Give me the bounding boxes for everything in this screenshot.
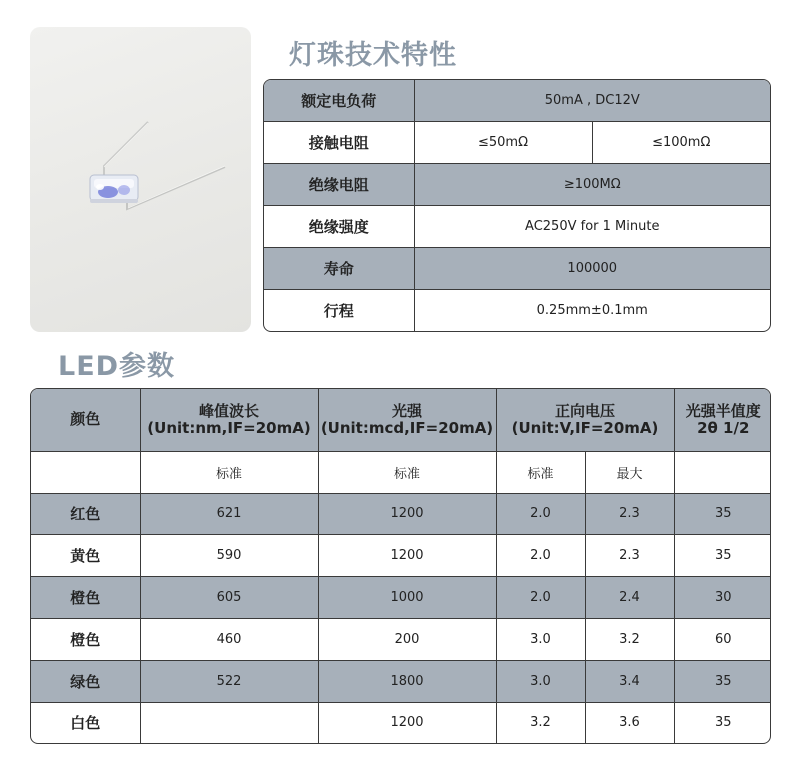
- tech-spec-title: 灯珠技术特性: [289, 40, 457, 71]
- led-wavelength: [140, 702, 318, 743]
- header-intensity: 光强 (Unit:mcd,IF=20mA): [318, 389, 496, 451]
- subheader-standard: 标准: [318, 451, 496, 493]
- table-row: [264, 163, 770, 205]
- header-color: 颜色: [31, 389, 140, 451]
- spec-label: 绝缘电阻: [264, 163, 414, 205]
- spec-value: ≤100mΩ: [592, 121, 770, 163]
- led-half-angle: 30: [674, 577, 771, 619]
- led-intensity: 1200: [318, 702, 496, 743]
- subheader-standard: 标准: [496, 451, 585, 493]
- table-row: [31, 702, 771, 743]
- table-row: [31, 660, 771, 702]
- led-intensity: 1800: [318, 660, 496, 702]
- spec-value: 0.25mm±0.1mm: [414, 290, 770, 331]
- tech-spec-table: [263, 79, 771, 332]
- table-row: [31, 493, 771, 535]
- table-row: [264, 290, 770, 331]
- led-voltage-std: 2.0: [496, 535, 585, 577]
- led-component-illustration: [30, 27, 251, 332]
- header-wavelength: 峰值波长 (Unit:nm,IF=20mA): [140, 389, 318, 451]
- spec-label: 额定电负荷: [264, 80, 414, 121]
- led-color-name: 橙色: [31, 618, 140, 660]
- led-wavelength: 522: [140, 660, 318, 702]
- led-color-name: 绿色: [31, 660, 140, 702]
- led-wavelength: 460: [140, 618, 318, 660]
- spec-value: 50mA , DC12V: [414, 80, 770, 121]
- led-params-title: LED参数: [58, 351, 176, 382]
- led-color-name: 橙色: [31, 577, 140, 619]
- led-voltage-max: 3.2: [585, 618, 674, 660]
- led-voltage-max: 3.4: [585, 660, 674, 702]
- led-half-angle: 35: [674, 660, 771, 702]
- led-wavelength: 590: [140, 535, 318, 577]
- led-color-name: 白色: [31, 702, 140, 743]
- spec-label: 接触电阻: [264, 121, 414, 163]
- led-half-angle: 35: [674, 493, 771, 535]
- subheader-empty: [31, 451, 140, 493]
- spec-value: 100000: [414, 248, 770, 290]
- led-voltage-std: 3.0: [496, 660, 585, 702]
- led-voltage-max: 3.6: [585, 702, 674, 743]
- led-color-name: 红色: [31, 493, 140, 535]
- header-half-angle: 光强半值度 2θ 1/2: [674, 389, 771, 451]
- product-photo: [30, 27, 251, 332]
- led-voltage-max: 2.3: [585, 493, 674, 535]
- header-voltage: 正向电压 (Unit:V,IF=20mA): [496, 389, 674, 451]
- led-voltage-std: 2.0: [496, 577, 585, 619]
- led-voltage-std: 3.2: [496, 702, 585, 743]
- led-intensity: 1000: [318, 577, 496, 619]
- spec-label: 寿命: [264, 248, 414, 290]
- table-row: [264, 121, 770, 163]
- led-wavelength: 621: [140, 493, 318, 535]
- led-voltage-std: 3.0: [496, 618, 585, 660]
- led-voltage-std: 2.0: [496, 493, 585, 535]
- led-intensity: 200: [318, 618, 496, 660]
- led-params-table: [30, 388, 771, 744]
- subheader-standard: 标准: [140, 451, 318, 493]
- spec-label: 绝缘强度: [264, 205, 414, 247]
- subheader-empty: [674, 451, 771, 493]
- spec-label: 行程: [264, 290, 414, 331]
- led-voltage-max: 2.4: [585, 577, 674, 619]
- subheader-max: 最大: [585, 451, 674, 493]
- table-row: [264, 80, 770, 121]
- table-row: [31, 618, 771, 660]
- led-intensity: 1200: [318, 493, 496, 535]
- led-half-angle: 35: [674, 535, 771, 577]
- led-color-name: 黄色: [31, 535, 140, 577]
- table-row: [31, 577, 771, 619]
- table-row: [264, 248, 770, 290]
- led-intensity: 1200: [318, 535, 496, 577]
- led-wavelength: 605: [140, 577, 318, 619]
- table-header-row: [31, 389, 771, 451]
- table-row: [31, 535, 771, 577]
- led-half-angle: 60: [674, 618, 771, 660]
- led-voltage-max: 2.3: [585, 535, 674, 577]
- spec-value: ≥100MΩ: [414, 163, 770, 205]
- led-half-angle: 35: [674, 702, 771, 743]
- table-subheader-row: [31, 451, 771, 493]
- table-row: [264, 205, 770, 247]
- spec-value: AC250V for 1 Minute: [414, 205, 770, 247]
- spec-value: ≤50mΩ: [414, 121, 592, 163]
